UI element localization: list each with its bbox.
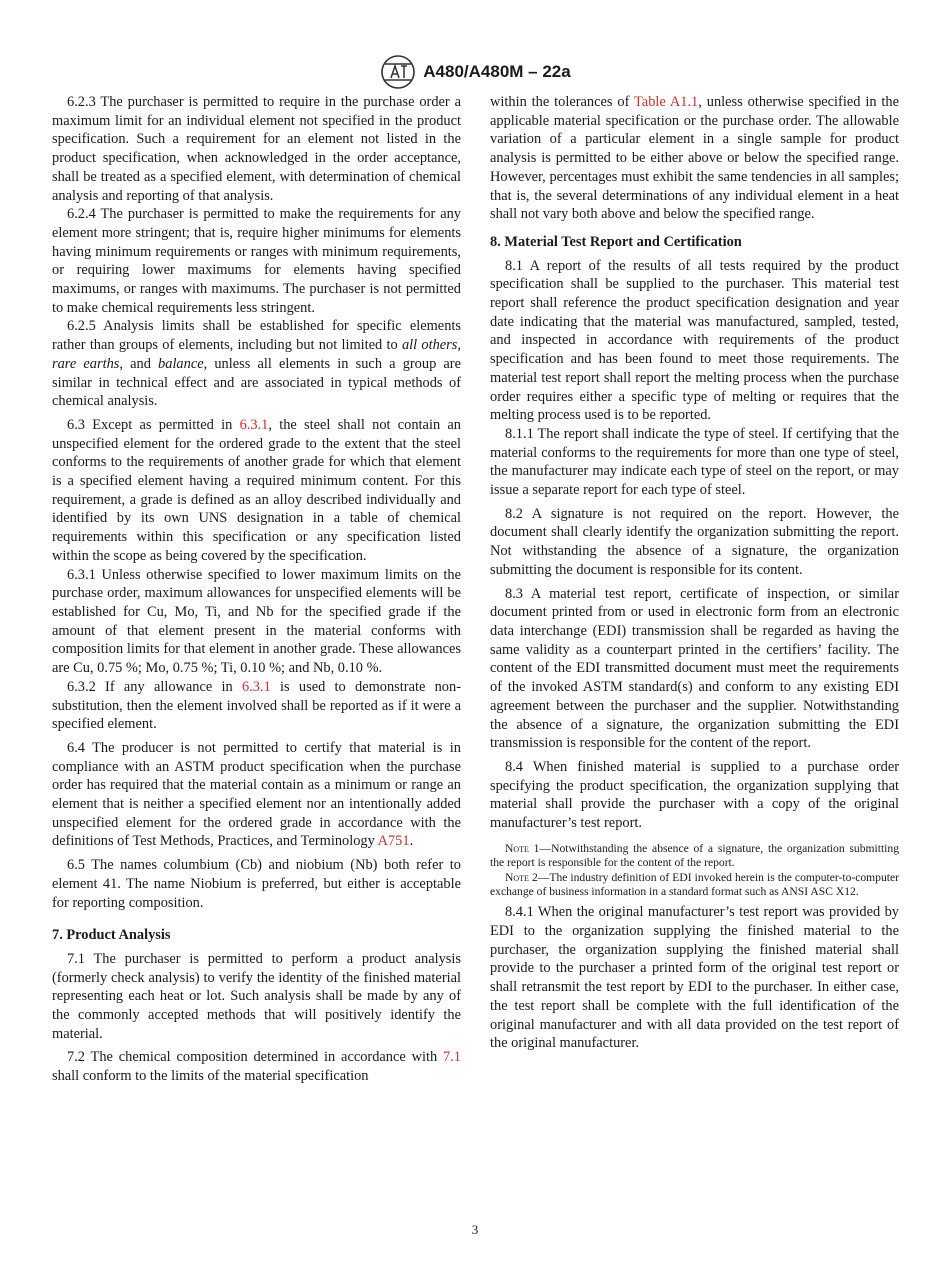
paragraph-6-3-1: 6.3.1 Unless otherwise specified to lower maximum limits on the purchase order, maximum allowances for unspecified elements will be established for Cu, Mo, Ti, and Nb for the specified grade if the amount of that element present in the material conforms with composition limits for that element in another grade. These allowances are Cu, 0.75 %; Mo, 0.75 %; Ti, 0.10 %; and Nb, 0.10 %. bbox=[52, 566, 461, 677]
page-number: 3 bbox=[471, 1222, 479, 1237]
paragraph-8-3: 8.3 A material test report, certificate of inspection, or similar document printed from or used in electronic form from an electronic data interchange (EDI) transmission shall be regarded as having the same validity as a counterpart printed in the certifiers’ facility. The content of the EDI transmitted document must meet the requirements of the invoked ASTM standard(s) and conform to any existing EDI agreement between the purchaser and the supplier. Notwithstanding the absence of a signature, the organization submitting the EDI transmission is responsible for the content of the report. bbox=[490, 585, 899, 752]
note-2: Note 2—The industry definition of EDI invoked herein is the computer-to-computer exchange of business information in a standard format such as ANSI ASC X12. bbox=[490, 870, 900, 898]
paragraph-6-4: 6.4 The producer is not permitted to certify that material is in compliance with an ASTM product specification when the purchase order has required that the material contain as a minimum or range an element that is neither a specified element nor an intentionally added unspecified element for the ordered grade in accordance with the definitions of Test Methods, Practices, and Terminology A751. bbox=[52, 739, 461, 850]
ref-link-7-1[interactable]: 7.1 bbox=[443, 1049, 461, 1066]
section-heading-7: 7. Product Analysis bbox=[52, 927, 171, 944]
document-designation: A480/A480M – 22a bbox=[423, 62, 571, 81]
page-header bbox=[0, 54, 950, 95]
paragraph-6-5: 6.5 The names columbium (Cb) and niobium (Nb) both refer to element 41. The name Niobium is preferred, but either is acceptable for reporting composition. bbox=[52, 857, 461, 911]
note-1: Note 1—Notwithstanding the absence of a signature, the organization submitting the report is responsible for the content of the report. bbox=[490, 841, 899, 870]
ref-link-6-3-1[interactable]: 6.3.1 bbox=[242, 678, 271, 695]
paragraph-6-2-3: 6.2.3 The purchaser is permitted to require in the purchase order a maximum limit for an individual element not specified in the product specification. Such a requirement for an element not listed in the product specification, when acknowledged in the order acceptance, shall be treated as a specified element, with determination of chemical analysis and reporting of that analysis. bbox=[52, 94, 461, 204]
paragraph-7-2: 7.2 The chemical composition determined in accordance with 7.1 shall conform to the limits of the material specification bbox=[52, 1049, 461, 1085]
paragraph-8-4-1: 8.4.1 When the original manufacturer’s test report was provided by EDI to the organization supplying the finished material to the purchaser, the organization supplying the finished material shall provide to the purchaser a printed form of the original test report or shall retransmit the test report by EDI to the purchaser. In either case, the test report shall be complete with the full identification of the original manufacturer and with all data provided on the test report of the original manufacturer. bbox=[490, 904, 899, 1052]
paragraph-8-1-1: 8.1.1 The report shall indicate the type of steel. If certifying that the material conforms to the requirements for more than one type of steel, the manufacturer may indicate each type of steel on the report, or may issue a separate report for each type of steel. bbox=[490, 425, 899, 499]
ref-link-a751[interactable]: A751 bbox=[377, 833, 410, 850]
ref-link-table-a1-1[interactable]: Table A1.1 bbox=[634, 94, 699, 110]
ref-link-6-3-1[interactable]: 6.3.1 bbox=[239, 416, 269, 433]
paragraph-8-4: 8.4 When finished material is supplied to a purchase order specifying the product specification, the organization supplying that material shall provide the purchaser with a copy of the original manufacturer’s test report. bbox=[490, 758, 899, 832]
paragraph-6-2-5: 6.2.5 Analysis limits shall be established for specific elements rather than groups of elements, including but not limited to all others, rare earths, and balance, unless all elements in such a group are similar in technical effect and are associated in typical methods of chemical analysis. bbox=[52, 318, 461, 410]
paragraph-6-3-2: 6.3.2 If any allowance in 6.3.1 is used to demonstrate non-substitution, then the element involved shall be reported as if it were a specified element. bbox=[52, 678, 461, 733]
paragraph-6-2-4: 6.2.4 The purchaser is permitted to make the requirements for any element more stringent; that is, require higher minimums for elements having minimum requirements or ranges with minimum requirements, or requiring lower maximums for elements having specified maximums, or ranges with maximums. The purchaser is not permitted to make chemical requirements less stringent. bbox=[52, 206, 461, 316]
paragraph-8-1: 8.1 A report of the results of all tests required by the product specification shall be supplied to the purchaser. This material test report shall reference the product specification designation and year date indicating that the material was manufactured, sampled, tested, and inspected in accordance with requirements of the product specification and has been found to meet those requirements. The material test report shall report the melting process when the purchase order requires either a specific type of melting or requires that the melting process used is to be reported. bbox=[490, 257, 899, 424]
paragraph-8-2: 8.2 A signature is not required on the report. However, the document shall clearly identify the organization submitting the report. Not withstanding the absence of a signature, the organization submitting the document is responsible for its content. bbox=[490, 505, 899, 578]
paragraph-7-2-continued: within the tolerances of Table A1.1, unless otherwise specified in the applicable material specification or the purchase order. The allowable variation of a particular element in a single sample for product analysis is permitted to be either above or below the specified range. However, percentages must exhibit the same tendencies in all samples; that is, the several determinations of any individual element in a heat shall not vary both above and below the specified range. bbox=[490, 94, 899, 223]
paragraph-6-3: 6.3 Except as permitted in 6.3.1, the steel shall not contain an unspecified element for the ordered grade to the extent that the steel conforms to the requirements of another grade for which that element is a specified element having a required minimum content. For this requirement, a grade is defined as an alloy described individually and identified by its own UNS designation in a table of chemical requirements within this specification or any specification listed within the scope as being covered by the specification. bbox=[52, 416, 461, 564]
paragraph-7-1: 7.1 The purchaser is permitted to perform a product analysis (formerly check analysis) to verify the identity of the finished material representing each heat or lot. Such analysis shall be made by any of the commonly accepted methods that will positively identify the material. bbox=[52, 950, 461, 1042]
astm-logo-icon bbox=[379, 54, 417, 90]
right-column bbox=[490, 93, 899, 1053]
section-heading-8: 8. Material Test Report and Certification bbox=[490, 233, 742, 250]
left-column bbox=[52, 93, 461, 1086]
